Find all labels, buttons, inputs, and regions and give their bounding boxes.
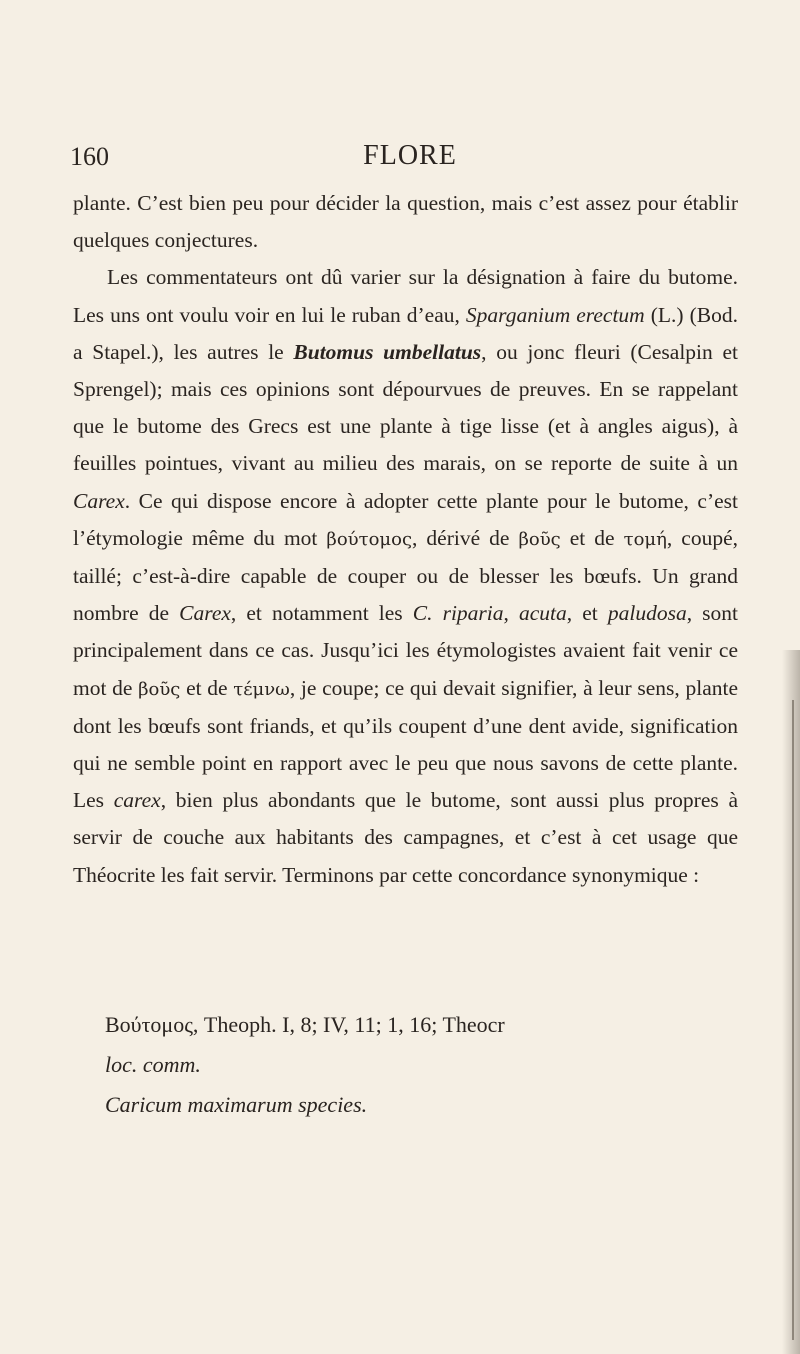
reference-line-2: [105, 1045, 745, 1085]
text-run-plain: , dérivé de: [412, 525, 519, 550]
paragraph-2: [73, 259, 738, 893]
running-title: FLORE: [363, 140, 457, 171]
text-run-plain: , sont principalement dans ce cas. Jusqu’ici les étymologistes avaient fait venir ce mot de: [73, 601, 739, 700]
text-run-plain: , coupé, taillé; c’est-à-dire capable de couper ou de blesser les bœufs. Un grand nombre de: [73, 525, 739, 626]
text-run-italic: Carex: [73, 488, 125, 513]
text-run-greek: βοῦς: [518, 528, 561, 550]
reference-loc-comm: loc. comm.: [105, 1052, 201, 1077]
text-run-plain: , ou jonc fleuri (Cesalpin et Sprengel); mais ces opinions sont dépourvues de preuves. En se rappelant que le butome des Grecs est une plante à tige lisse (et à angles aigus), à feuilles pointues, vivant au milieu des marais, on se reporte de suite à un: [73, 339, 738, 476]
reference-line-1: [105, 1005, 745, 1045]
reference-species: Caricum maximarum species.: [105, 1092, 368, 1117]
text-run-plain: et de: [180, 675, 234, 700]
text-run-italic: Carex: [179, 601, 231, 626]
text-run-greek: βοῦς: [138, 678, 181, 700]
text-run-italic: paludosa: [607, 601, 687, 626]
text-run-plain: ,: [503, 601, 519, 626]
text-run-plain: et de: [560, 525, 624, 550]
text-run-greek: τέμνω: [233, 678, 290, 700]
text-run-plain: , je coupe; ce qui devait signifier, à leur sens, plante dont les bœufs sont friands, et qu’ils coupent d’une dent avide, signification qui ne semble point en rapport avec le peu que nous savons de cette plante. Les: [73, 675, 739, 813]
text-run-italic: Sparganium erectum: [465, 302, 645, 327]
synonymy-references: [105, 1005, 745, 1125]
text-run-plain: , et: [566, 601, 608, 626]
text-run-plain: (L.) (Bod. a Stapel.), les autres le: [73, 302, 738, 364]
text-run-bolditalic: Butomus umbellatus: [293, 339, 482, 364]
paragraph-1: [73, 185, 738, 259]
text-run-plain: Les commentateurs ont dû varier sur la désignation à faire du butome. Les uns ont voulu voir en lui le ruban d’eau,: [73, 265, 738, 327]
text-run-italic: C. riparia: [412, 601, 504, 626]
page-edge-shadow: [782, 650, 800, 1354]
reference-line-3: [105, 1085, 745, 1125]
page-edge-line: [792, 700, 794, 1340]
text-run-plain: , bien plus abondants que le butome, sont aussi plus propres à servir de couche aux habitants des campagnes, et c’est à cet usage que Théocrite les fait servir. Terminons par cette concordance synonymique :: [73, 788, 738, 887]
text-run-greek: τομή: [623, 528, 667, 550]
body-text: [73, 185, 738, 894]
text-run-plain: , et notamment les: [230, 601, 413, 626]
text-run-greek: βούτομος: [326, 528, 413, 550]
page-number: 160: [70, 142, 109, 171]
text-run-italic: carex: [113, 788, 161, 813]
text-run-plain: plante. C’est bien peu pour décider la question, mais c’est assez pour établir quelques conjectures.: [73, 191, 738, 253]
page-header: [70, 140, 730, 180]
text-run-plain: . Ce qui dispose encore à adopter cette plante pour le butome, c’est l’étymologie même du mot: [73, 488, 738, 550]
text-run-italic: acuta: [519, 601, 567, 626]
reference-citation: Βούτομος, Theoph. I, 8; IV, 11; 1, 16; Theocr: [105, 1012, 505, 1037]
